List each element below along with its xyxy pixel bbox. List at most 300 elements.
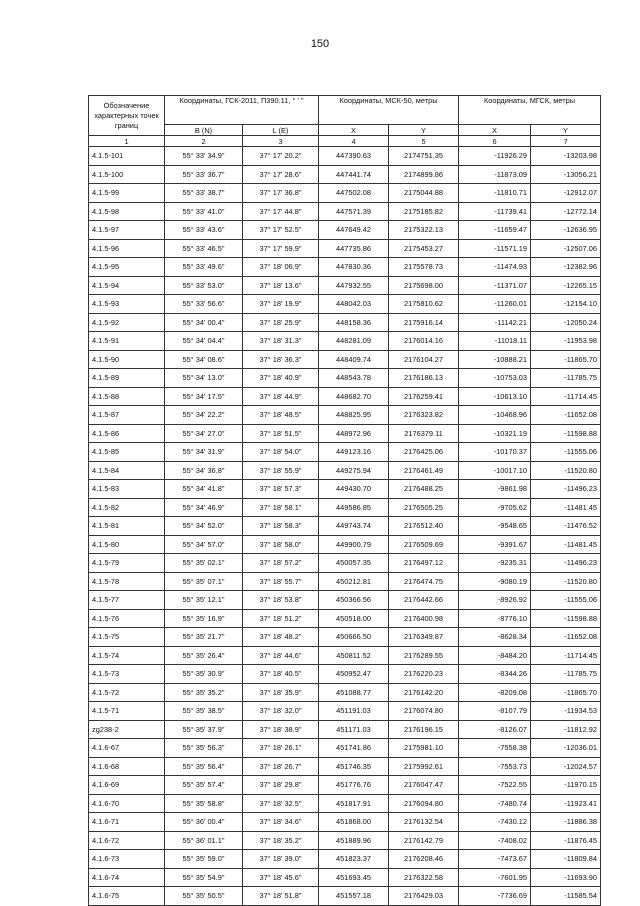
- mgsk-x-cell: -8776.10: [459, 609, 531, 628]
- msk-y-cell: 2176322.58: [389, 868, 459, 887]
- msk-x-cell: 448409.74: [319, 350, 389, 369]
- msk-y-cell: 2176379.11: [389, 424, 459, 443]
- col-number: 3: [243, 136, 319, 147]
- point-id-cell: 4.1.5-73: [89, 665, 165, 684]
- msk-y-cell: 2176196.15: [389, 720, 459, 739]
- table-row: [89, 683, 601, 702]
- latitude-cell: 55° 34' 52.0": [165, 517, 243, 536]
- msk-y-cell: 2175044.88: [389, 184, 459, 203]
- latitude-cell: 55° 34' 31.9": [165, 443, 243, 462]
- point-id-cell: 4.1.5-76: [89, 609, 165, 628]
- longitude-cell: 37° 18' 48.2": [243, 628, 319, 647]
- longitude-cell: 37° 18' 13.6": [243, 276, 319, 295]
- mgsk-y-cell: -11481.45: [531, 535, 601, 554]
- latitude-cell: 55° 36' 00.4": [165, 813, 243, 832]
- latitude-cell: 55° 33' 49.6": [165, 258, 243, 277]
- latitude-cell: 55° 35' 21.7": [165, 628, 243, 647]
- point-id-cell: 4.1.5-82: [89, 498, 165, 517]
- mgsk-x-cell: -7480.74: [459, 794, 531, 813]
- mgsk-y-cell: -12024.57: [531, 757, 601, 776]
- mgsk-y-cell: -11496.23: [531, 554, 601, 573]
- mgsk-x-cell: -9705.62: [459, 498, 531, 517]
- msk-x-cell: 451088.77: [319, 683, 389, 702]
- mgsk-y-cell: -11598.88: [531, 424, 601, 443]
- table-row: [89, 887, 601, 906]
- mgsk-x-cell: -11260.01: [459, 295, 531, 314]
- table-row: [89, 665, 601, 684]
- point-id-cell: zg238-2: [89, 720, 165, 739]
- longitude-cell: 37° 18' 54.0": [243, 443, 319, 462]
- mgsk-y-cell: -11555.06: [531, 443, 601, 462]
- table-row: [89, 739, 601, 758]
- table-row: [89, 147, 601, 166]
- table-row: [89, 461, 601, 480]
- latitude-cell: 55° 34' 36.8": [165, 461, 243, 480]
- table-row: [89, 498, 601, 517]
- msk-y-cell: 2175992.61: [389, 757, 459, 776]
- longitude-cell: 37° 17' 52.5": [243, 221, 319, 240]
- point-id-cell: 4.1.5-87: [89, 406, 165, 425]
- point-id-cell: 4.1.5-96: [89, 239, 165, 258]
- mgsk-y-cell: -11496.23: [531, 480, 601, 499]
- longitude-cell: 37° 18' 38.9": [243, 720, 319, 739]
- mgsk-y-cell: -11970.15: [531, 776, 601, 795]
- table-row: [89, 628, 601, 647]
- msk-x-cell: 451868.00: [319, 813, 389, 832]
- point-id-cell: 4.1.5-80: [89, 535, 165, 554]
- point-id-cell: 4.1.5-101: [89, 147, 165, 166]
- longitude-cell: 37° 18' 58.1": [243, 498, 319, 517]
- msk-y-cell: 2175981.10: [389, 739, 459, 758]
- msk-x-cell: 450518.00: [319, 609, 389, 628]
- msk-y-cell: 2175322.13: [389, 221, 459, 240]
- table-row: [89, 572, 601, 591]
- mgsk-y-cell: -12636.95: [531, 221, 601, 240]
- latitude-cell: 55° 35' 26.4": [165, 646, 243, 665]
- mgsk-y-cell: -12050.24: [531, 313, 601, 332]
- msk-y-cell: 2176074.80: [389, 702, 459, 721]
- point-id-cell: 4.1.5-78: [89, 572, 165, 591]
- mgsk-y-cell: -11923.41: [531, 794, 601, 813]
- msk-y-cell: 2176512.40: [389, 517, 459, 536]
- point-id-cell: 4.1.5-83: [89, 480, 165, 499]
- msk-x-cell: 449430.70: [319, 480, 389, 499]
- msk-y-cell: 2176442.66: [389, 591, 459, 610]
- point-id-cell: 4.1.6-69: [89, 776, 165, 795]
- msk-y-cell: 2175578.73: [389, 258, 459, 277]
- mgsk-y-cell: -11865.70: [531, 350, 601, 369]
- msk-y-cell: 2175810.62: [389, 295, 459, 314]
- mgsk-x-cell: -8209.08: [459, 683, 531, 702]
- msk-x-cell: 450811.52: [319, 646, 389, 665]
- mgsk-y-cell: -12154.10: [531, 295, 601, 314]
- mgsk-y-cell: -11953.98: [531, 332, 601, 351]
- msk-y-cell: 2176289.55: [389, 646, 459, 665]
- msk-x-cell: 447735.86: [319, 239, 389, 258]
- coordinates-table: [88, 95, 601, 906]
- msk-y-cell: 2176208.46: [389, 850, 459, 869]
- msk-x-cell: 449586.85: [319, 498, 389, 517]
- mgsk-y-cell: -11809.84: [531, 850, 601, 869]
- mgsk-x-cell: -10753.03: [459, 369, 531, 388]
- table-body: [89, 147, 601, 906]
- col-number: 2: [165, 136, 243, 147]
- mgsk-x-cell: -10613.10: [459, 387, 531, 406]
- mgsk-x-cell: -10888.21: [459, 350, 531, 369]
- mgsk-x-cell: -11810.71: [459, 184, 531, 203]
- table-row: [89, 535, 601, 554]
- msk-y-cell: 2176349.87: [389, 628, 459, 647]
- mgsk-y-cell: -11555.06: [531, 591, 601, 610]
- latitude-cell: 55° 34' 41.8": [165, 480, 243, 499]
- table-row: [89, 387, 601, 406]
- msk-x-cell: 447390.63: [319, 147, 389, 166]
- col-number: 5: [389, 136, 459, 147]
- mgsk-x-cell: -7558.38: [459, 739, 531, 758]
- header-l: L (E): [243, 125, 319, 136]
- longitude-cell: 37° 18' 31.3": [243, 332, 319, 351]
- msk-x-cell: 449275.94: [319, 461, 389, 480]
- mgsk-y-cell: -12036.01: [531, 739, 601, 758]
- mgsk-y-cell: -11785.75: [531, 369, 601, 388]
- mgsk-x-cell: -8126.07: [459, 720, 531, 739]
- point-id-cell: 4.1.5-95: [89, 258, 165, 277]
- mgsk-y-cell: -11876.45: [531, 831, 601, 850]
- table-row: [89, 720, 601, 739]
- longitude-cell: 37° 17' 28.6": [243, 165, 319, 184]
- latitude-cell: 55° 34' 22.2": [165, 406, 243, 425]
- longitude-cell: 37° 18' 57.2": [243, 554, 319, 573]
- mgsk-x-cell: -7408.02: [459, 831, 531, 850]
- table-row: [89, 184, 601, 203]
- table-row: [89, 295, 601, 314]
- header-msk-x: X: [319, 125, 389, 136]
- point-id-cell: 4.1.6-70: [89, 794, 165, 813]
- mgsk-x-cell: -9861.98: [459, 480, 531, 499]
- point-id-cell: 4.1.5-92: [89, 313, 165, 332]
- longitude-cell: 37° 18' 44.6": [243, 646, 319, 665]
- longitude-cell: 37° 18' 44.9": [243, 387, 319, 406]
- mgsk-x-cell: -8107.79: [459, 702, 531, 721]
- msk-y-cell: 2176323.82: [389, 406, 459, 425]
- latitude-cell: 55° 35' 56.3": [165, 739, 243, 758]
- longitude-cell: 37° 18' 34.6": [243, 813, 319, 832]
- longitude-cell: 37° 18' 58.3": [243, 517, 319, 536]
- point-id-cell: 4.1.5-74: [89, 646, 165, 665]
- longitude-cell: 37° 18' 40.5": [243, 665, 319, 684]
- mgsk-x-cell: -11474.93: [459, 258, 531, 277]
- latitude-cell: 55° 35' 54.9": [165, 868, 243, 887]
- latitude-cell: 55° 35' 57.4": [165, 776, 243, 795]
- point-id-cell: 4.1.5-88: [89, 387, 165, 406]
- table-row: [89, 776, 601, 795]
- col-number: 6: [459, 136, 531, 147]
- header-gsk-group: Координаты, ГСК-2011, П390.11, ° ' ": [165, 96, 319, 125]
- msk-x-cell: 451889.96: [319, 831, 389, 850]
- header-row-numbers: [89, 136, 601, 147]
- mgsk-y-cell: -11476.52: [531, 517, 601, 536]
- msk-x-cell: 448825.95: [319, 406, 389, 425]
- point-id-cell: 4.1.5-99: [89, 184, 165, 203]
- header-mgsk-x: X: [459, 125, 531, 136]
- msk-x-cell: 451693.45: [319, 868, 389, 887]
- mgsk-x-cell: -7473.67: [459, 850, 531, 869]
- latitude-cell: 55° 35' 37.9": [165, 720, 243, 739]
- table-row: [89, 313, 601, 332]
- latitude-cell: 55° 33' 46.5": [165, 239, 243, 258]
- mgsk-y-cell: -11693.90: [531, 868, 601, 887]
- point-id-cell: 4.1.6-74: [89, 868, 165, 887]
- msk-x-cell: 447932.55: [319, 276, 389, 295]
- point-id-cell: 4.1.6-68: [89, 757, 165, 776]
- mgsk-y-cell: -11481.45: [531, 498, 601, 517]
- point-id-cell: 4.1.5-84: [89, 461, 165, 480]
- latitude-cell: 55° 35' 02.1": [165, 554, 243, 573]
- point-id-cell: 4.1.5-91: [89, 332, 165, 351]
- msk-x-cell: 448158.36: [319, 313, 389, 332]
- msk-x-cell: 448042.03: [319, 295, 389, 314]
- msk-y-cell: 2176094.80: [389, 794, 459, 813]
- msk-x-cell: 451171.03: [319, 720, 389, 739]
- longitude-cell: 37° 18' 51.8": [243, 887, 319, 906]
- longitude-cell: 37° 17' 20.2": [243, 147, 319, 166]
- mgsk-y-cell: -11652.08: [531, 406, 601, 425]
- mgsk-y-cell: -12382.96: [531, 258, 601, 277]
- table-row: [89, 868, 601, 887]
- mgsk-x-cell: -9080.19: [459, 572, 531, 591]
- mgsk-x-cell: -11571.19: [459, 239, 531, 258]
- table-row: [89, 480, 601, 499]
- longitude-cell: 37° 18' 48.5": [243, 406, 319, 425]
- msk-y-cell: 2176014.16: [389, 332, 459, 351]
- mgsk-y-cell: -11585.54: [531, 887, 601, 906]
- longitude-cell: 37° 17' 44.8": [243, 202, 319, 221]
- msk-y-cell: 2175185.82: [389, 202, 459, 221]
- latitude-cell: 55° 35' 56.4": [165, 757, 243, 776]
- longitude-cell: 37° 18' 55.7": [243, 572, 319, 591]
- table-row: [89, 239, 601, 258]
- table-row: [89, 609, 601, 628]
- latitude-cell: 55° 33' 41.0": [165, 202, 243, 221]
- table-row: [89, 443, 601, 462]
- mgsk-x-cell: -11739.41: [459, 202, 531, 221]
- mgsk-y-cell: -13056.21: [531, 165, 601, 184]
- table-row: [89, 258, 601, 277]
- header-mgsk-group: Координаты, МГСК, метры: [459, 96, 601, 125]
- mgsk-x-cell: -7601.95: [459, 868, 531, 887]
- longitude-cell: 37° 18' 35.9": [243, 683, 319, 702]
- msk-y-cell: 2176259.41: [389, 387, 459, 406]
- mgsk-x-cell: -11018.11: [459, 332, 531, 351]
- point-id-cell: 4.1.6-72: [89, 831, 165, 850]
- table-row: [89, 757, 601, 776]
- latitude-cell: 55° 33' 43.6": [165, 221, 243, 240]
- latitude-cell: 55° 35' 07.1": [165, 572, 243, 591]
- point-id-cell: 4.1.6-67: [89, 739, 165, 758]
- msk-x-cell: 447571.39: [319, 202, 389, 221]
- latitude-cell: 55° 36' 01.1": [165, 831, 243, 850]
- point-id-cell: 4.1.5-93: [89, 295, 165, 314]
- table-header: [89, 96, 601, 147]
- longitude-cell: 37° 18' 53.8": [243, 591, 319, 610]
- msk-x-cell: 450666.50: [319, 628, 389, 647]
- point-id-cell: 4.1.6-71: [89, 813, 165, 832]
- mgsk-x-cell: -11873.09: [459, 165, 531, 184]
- table-row: [89, 794, 601, 813]
- latitude-cell: 55° 35' 50.5": [165, 887, 243, 906]
- mgsk-y-cell: -11652.08: [531, 628, 601, 647]
- latitude-cell: 55° 33' 36.7": [165, 165, 243, 184]
- latitude-cell: 55° 34' 04.4": [165, 332, 243, 351]
- header-msk-y: Y: [389, 125, 459, 136]
- longitude-cell: 37° 18' 32.0": [243, 702, 319, 721]
- point-id-cell: 4.1.5-71: [89, 702, 165, 721]
- col-number: 4: [319, 136, 389, 147]
- longitude-cell: 37° 18' 35.2": [243, 831, 319, 850]
- latitude-cell: 55° 35' 16.9": [165, 609, 243, 628]
- header-row-groups: [89, 96, 601, 125]
- mgsk-x-cell: -9235.31: [459, 554, 531, 573]
- msk-x-cell: 447830.36: [319, 258, 389, 277]
- msk-x-cell: 448682.70: [319, 387, 389, 406]
- msk-x-cell: 451776.76: [319, 776, 389, 795]
- msk-y-cell: 2176509.69: [389, 535, 459, 554]
- latitude-cell: 55° 35' 59.0": [165, 850, 243, 869]
- longitude-cell: 37° 18' 26.7": [243, 757, 319, 776]
- table-row: [89, 554, 601, 573]
- table-row: [89, 702, 601, 721]
- header-msk-group: Координаты, МСК-50, метры: [319, 96, 459, 125]
- table-row: [89, 332, 601, 351]
- msk-x-cell: 450212.81: [319, 572, 389, 591]
- longitude-cell: 37° 18' 36.3": [243, 350, 319, 369]
- point-id-cell: 4.1.5-79: [89, 554, 165, 573]
- point-id-cell: 4.1.5-90: [89, 350, 165, 369]
- mgsk-x-cell: -11926.29: [459, 147, 531, 166]
- msk-y-cell: 2174899.86: [389, 165, 459, 184]
- point-id-cell: 4.1.5-94: [89, 276, 165, 295]
- mgsk-x-cell: -9391.67: [459, 535, 531, 554]
- longitude-cell: 37° 17' 36.8": [243, 184, 319, 203]
- mgsk-y-cell: -11865.70: [531, 683, 601, 702]
- header-designation: Обозначение характерных точек границ: [89, 96, 165, 136]
- longitude-cell: 37° 18' 51.5": [243, 424, 319, 443]
- latitude-cell: 55° 35' 58.8": [165, 794, 243, 813]
- longitude-cell: 37° 18' 45.6": [243, 868, 319, 887]
- table-row: [89, 406, 601, 425]
- longitude-cell: 37° 18' 25.9": [243, 313, 319, 332]
- table-row: [89, 202, 601, 221]
- table-row: [89, 831, 601, 850]
- msk-x-cell: 451557.18: [319, 887, 389, 906]
- point-id-cell: 4.1.5-72: [89, 683, 165, 702]
- header-mgsk-y: Y: [531, 125, 601, 136]
- msk-x-cell: 451817.91: [319, 794, 389, 813]
- point-id-cell: 4.1.5-75: [89, 628, 165, 647]
- msk-y-cell: 2176497.12: [389, 554, 459, 573]
- mgsk-y-cell: -11520.80: [531, 461, 601, 480]
- mgsk-y-cell: -13203.98: [531, 147, 601, 166]
- mgsk-x-cell: -11371.07: [459, 276, 531, 295]
- msk-x-cell: 451823.37: [319, 850, 389, 869]
- mgsk-x-cell: -10468.96: [459, 406, 531, 425]
- col-number: 1: [89, 136, 165, 147]
- point-id-cell: 4.1.6-73: [89, 850, 165, 869]
- msk-x-cell: 447441.74: [319, 165, 389, 184]
- mgsk-y-cell: -11812.92: [531, 720, 601, 739]
- point-id-cell: 4.1.5-86: [89, 424, 165, 443]
- table-row: [89, 517, 601, 536]
- mgsk-y-cell: -12265.15: [531, 276, 601, 295]
- longitude-cell: 37° 18' 55.9": [243, 461, 319, 480]
- longitude-cell: 37° 18' 57.3": [243, 480, 319, 499]
- longitude-cell: 37° 18' 32.5": [243, 794, 319, 813]
- msk-x-cell: 450366.56: [319, 591, 389, 610]
- latitude-cell: 55° 33' 56.6": [165, 295, 243, 314]
- msk-x-cell: 451191.03: [319, 702, 389, 721]
- mgsk-x-cell: -9548.65: [459, 517, 531, 536]
- mgsk-x-cell: -10017.10: [459, 461, 531, 480]
- point-id-cell: 4.1.5-89: [89, 369, 165, 388]
- mgsk-x-cell: -11142.21: [459, 313, 531, 332]
- page-number: 150: [310, 38, 330, 50]
- table-row: [89, 646, 601, 665]
- mgsk-x-cell: -7736.69: [459, 887, 531, 906]
- table-row: [89, 369, 601, 388]
- mgsk-x-cell: -11659.47: [459, 221, 531, 240]
- longitude-cell: 37° 18' 40.9": [243, 369, 319, 388]
- msk-x-cell: 447649.42: [319, 221, 389, 240]
- msk-y-cell: 2176047.47: [389, 776, 459, 795]
- point-id-cell: 4.1.5-85: [89, 443, 165, 462]
- mgsk-y-cell: -12772.14: [531, 202, 601, 221]
- header-b: B (N): [165, 125, 243, 136]
- mgsk-x-cell: -8628.34: [459, 628, 531, 647]
- longitude-cell: 37° 18' 06.9": [243, 258, 319, 277]
- longitude-cell: 37° 17' 59.9": [243, 239, 319, 258]
- msk-x-cell: 448543.78: [319, 369, 389, 388]
- table-row: [89, 350, 601, 369]
- mgsk-y-cell: -11714.45: [531, 387, 601, 406]
- msk-x-cell: 451746.35: [319, 757, 389, 776]
- msk-y-cell: 2176505.25: [389, 498, 459, 517]
- latitude-cell: 55° 34' 00.4": [165, 313, 243, 332]
- msk-y-cell: 2176429.03: [389, 887, 459, 906]
- msk-y-cell: 2176474.75: [389, 572, 459, 591]
- mgsk-y-cell: -11598.88: [531, 609, 601, 628]
- point-id-cell: 4.1.5-81: [89, 517, 165, 536]
- table-row: [89, 424, 601, 443]
- table-row: [89, 221, 601, 240]
- mgsk-x-cell: -8344.26: [459, 665, 531, 684]
- msk-y-cell: 2176132.54: [389, 813, 459, 832]
- mgsk-x-cell: -10170.37: [459, 443, 531, 462]
- mgsk-x-cell: -7553.73: [459, 757, 531, 776]
- latitude-cell: 55° 34' 17.5": [165, 387, 243, 406]
- longitude-cell: 37° 18' 51.2": [243, 609, 319, 628]
- mgsk-y-cell: -12912.07: [531, 184, 601, 203]
- table-row: [89, 850, 601, 869]
- msk-x-cell: 448972.96: [319, 424, 389, 443]
- col-number: 7: [531, 136, 601, 147]
- latitude-cell: 55° 34' 13.0": [165, 369, 243, 388]
- mgsk-y-cell: -11886.38: [531, 813, 601, 832]
- header-row-sub: [89, 125, 601, 136]
- mgsk-x-cell: -10321.19: [459, 424, 531, 443]
- msk-x-cell: 450952.47: [319, 665, 389, 684]
- mgsk-x-cell: -7430.12: [459, 813, 531, 832]
- longitude-cell: 37° 18' 29.8": [243, 776, 319, 795]
